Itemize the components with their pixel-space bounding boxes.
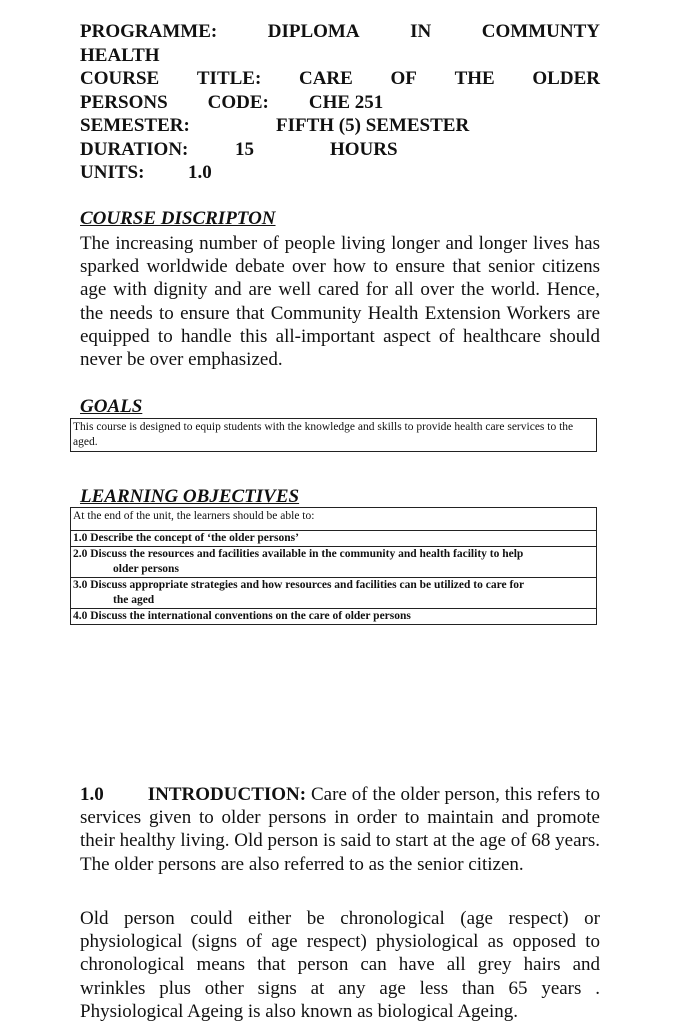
ageing-paragraph: Old person could either be chronological (age respect) or physiological (signs of age respect) physiological as opposed to chronological means that person can have all grey hairs and wrinkles plus other signs at any age less than 65 years . Physiological Ageing is also known as biological Ageing. <box>80 908 600 1022</box>
programme-word: HEALTH <box>80 44 160 66</box>
code-value: CHE 251 <box>308 91 384 113</box>
course-word: OLDER <box>532 68 600 89</box>
objective-text: 4.0 Discuss the international conventions on the care of older persons <box>73 610 411 622</box>
course-code-line <box>80 91 600 115</box>
programme-word: DIPLOMA <box>267 21 360 42</box>
programme-line <box>80 20 600 44</box>
objective-text: 1.0 Describe the concept of ‘the older persons’ <box>73 532 299 544</box>
code-label: CODE: <box>207 91 269 113</box>
course-word: CARE <box>298 68 353 89</box>
course-label: COURSE <box>80 68 160 89</box>
description-title: COURSE DISCRIPTON <box>80 208 276 229</box>
programme-label: PROGRAMME: <box>80 21 218 42</box>
objectives-title: LEARNING OBJECTIVES <box>80 486 300 507</box>
objective-text-cont: older persons <box>113 563 179 575</box>
semester-label: SEMESTER: <box>80 115 190 136</box>
units-label: UNITS: <box>80 162 145 183</box>
objective-item <box>71 546 596 577</box>
objective-text: 3.0 Discuss appropriate strategies and how resources and facilities can be utilized to care for <box>73 579 525 591</box>
objective-item <box>71 530 596 546</box>
objective-text: 2.0 Discuss the resources and facilities available in the community and health facility to help <box>73 548 524 560</box>
objective-text-cont: the aged <box>113 594 155 606</box>
course-title-label: TITLE: <box>196 68 262 89</box>
course-word: PERSONS <box>80 91 168 113</box>
course-word: OF <box>390 68 417 89</box>
units-line <box>80 161 600 185</box>
duration-label: DURATION: <box>80 138 189 160</box>
intro-heading: INTRODUCTION: <box>147 784 307 805</box>
goals-title: GOALS <box>80 396 143 417</box>
course-word: THE <box>454 68 495 89</box>
goals-box <box>70 418 597 452</box>
objectives-intro: At the end of the unit, the learners should be able to: <box>73 510 315 522</box>
description-text: The increasing number of people living longer and longer lives has sparked worldwide debate over how to ensure that senior citizens age with dignity and are well cared for all over the world. Hence, the needs to ensure that Community Health Extension Workers are equipped to handle this all-important aspect of healthcare should never be over emphasized. <box>80 233 600 371</box>
intro-text: Care of the older person, this refers to services given to older persons in order to maintain and promote their healthy living. Old person is said to start at the age of 68 years. The older persons are also referred to as the senior citizen. <box>80 784 601 875</box>
goals-text: This course is designed to equip students with the knowledge and skills to provide health care services to the aged. <box>73 421 574 448</box>
semester-line <box>80 114 600 138</box>
programme-line-2 <box>80 44 600 68</box>
objectives-box <box>70 507 597 625</box>
objective-item <box>71 577 596 608</box>
units-value: 1.0 <box>188 162 212 183</box>
course-title-line <box>80 67 600 91</box>
duration-value: 15 <box>235 138 254 160</box>
programme-word: COMMUNTY <box>481 21 600 42</box>
semester-value: FIFTH (5) SEMESTER <box>276 115 470 136</box>
course-header <box>80 20 600 185</box>
duration-line <box>80 138 600 162</box>
introduction-paragraph <box>80 783 600 876</box>
duration-unit: HOURS <box>330 138 398 160</box>
objective-item <box>71 608 596 624</box>
intro-number: 1.0 <box>80 784 104 805</box>
programme-word: IN <box>410 21 432 42</box>
